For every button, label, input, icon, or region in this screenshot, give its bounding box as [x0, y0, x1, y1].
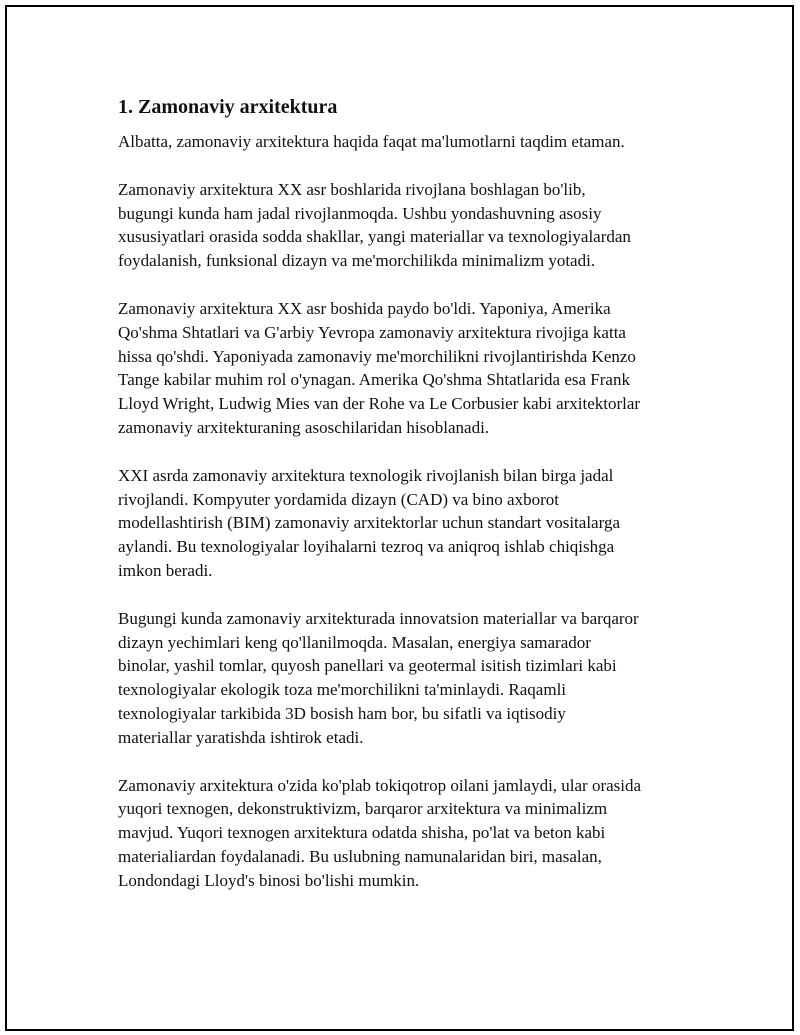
paragraph-line: materialiardan foydalanadi. Bu uslubning namunalaridan biri, masalan,: [118, 846, 602, 866]
paragraph-line: Qo'shma Shtatlari va G'arbiy Yevropa zamonaviy arxitektura rivojiga katta: [118, 322, 626, 342]
paragraph-line: XXI asrda zamonaviy arxitektura texnologik rivojlanish bilan birga jadal: [118, 465, 614, 485]
paragraph-line: hissa qo'shdi. Yaponiyada zamonaviy me'morchilikni rivojlantirishda Kenzo: [118, 346, 636, 366]
paragraph-line: Albatta, zamonaviy arxitektura haqida faqat ma'lumotlarni taqdim etaman.: [118, 132, 625, 151]
paragraph-line: Londondagi Lloyd's binosi bo'lishi mumkin.: [118, 870, 420, 890]
paragraph-line: foydalanish, funksional dizayn va me'morchilikda minimalizm yotadi.: [118, 251, 596, 271]
paragraph: [118, 297, 698, 440]
paragraph-line: xususiyatlari orasida sodda shakllar, yangi materiallar va texnologiyalardan: [118, 227, 631, 247]
paragraph-line: bugungi kunda ham jadal rivojlanmoqda. Ushbu yondashuvning asosiy: [118, 203, 602, 223]
paragraph: [118, 464, 698, 583]
paragraph-line: texnologiyalar tarkibida 3D bosish ham bor, bu sifatli va iqtisodiy: [118, 703, 566, 723]
paragraph-line: Zamonaviy arxitektura XX asr boshlarida rivojlana boshlagan bo'lib,: [118, 179, 586, 199]
paragraph-line: texnologiyalar ekologik toza me'morchilikni ta'minlaydi. Raqamli: [118, 680, 567, 700]
paragraph-line: mavjud. Yuqori texnogen arxitektura odatda shisha, po'lat va beton kabi: [118, 823, 606, 843]
paragraph: [118, 178, 698, 273]
paragraph-line: Tange kabilar muhim rol o'ynagan. Amerika Qo'shma Shtatlarida esa Frank: [118, 370, 630, 390]
paragraph-line: yuqori texnogen, dekonstruktivizm, barqaror arxitektura va minimalizm: [118, 799, 608, 819]
paragraph-line: modellashtirish (BIM) zamonaviy arxitektorlar uchun standart vositalarga: [118, 513, 620, 533]
paragraph-line: aylandi. Bu texnologiyalar loyihalarni tezroq va aniqroq ishlab chiqishga: [118, 537, 615, 557]
paragraph-line: Lloyd Wright, Ludwig Mies van der Rohe va Le Corbusier kabi arxitektorlar: [118, 394, 641, 414]
paragraph-line: Zamonaviy arxitektura XX asr boshida paydo bo'ldi. Yaponiya, Amerika: [118, 298, 611, 318]
paragraph: [118, 607, 698, 750]
paragraph: [118, 130, 698, 154]
paragraph-line: binolar, yashil tomlar, quyosh panellari va geotermal isitish tizimlari kabi: [118, 656, 617, 676]
section-heading: 1. Zamonaviy arxitektura: [118, 96, 338, 118]
paragraph-line: rivojlandi. Kompyuter yordamida dizayn (CAD) va bino axborot: [118, 489, 559, 509]
document-body: [118, 95, 698, 917]
paragraph-line: Bugungi kunda zamonaviy arxitekturada innovatsion materiallar va barqaror: [118, 608, 639, 628]
paragraph-line: materiallar yaratishda ishtirok etadi.: [118, 727, 364, 747]
paragraph-line: imkon beradi.: [118, 560, 213, 580]
paragraph-line: dizayn yechimlari keng qo'llanilmoqda. Masalan, energiya samarador: [118, 632, 591, 652]
paragraph-line: zamonaviy arxitekturaning asoschilaridan hisoblanadi.: [118, 417, 490, 437]
paragraph-line: Zamonaviy arxitektura o'zida ko'plab tokiqotrop oilani jamlaydi, ular orasida: [118, 775, 642, 795]
paragraph-list: [118, 130, 698, 893]
paragraph: [118, 774, 698, 893]
